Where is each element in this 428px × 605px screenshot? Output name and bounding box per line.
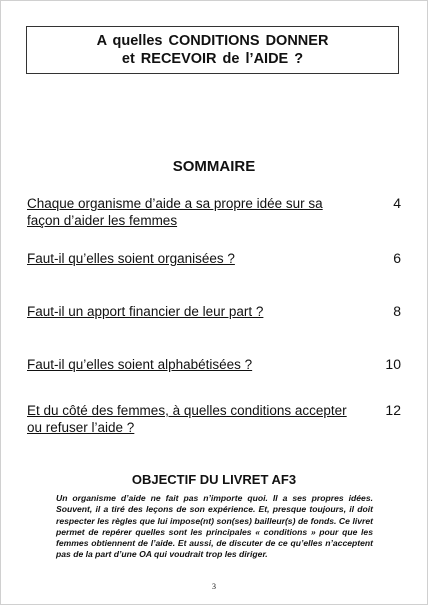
objectif-heading: OBJECTIF DU LIVRET AF3 xyxy=(131,472,297,487)
objectif-paragraph: Un organisme d’aide ne fait pas n’importe quoi. Il a ses propres idées. Souvent, il a tiré des leçons de son expérience. Et, presque toujours, il doit respecter les règles que lui impose(nt) son(ses) bailleur(s) de fonds. Ce livret permet de repérer quelles sont les principales « conditions » pour que les femmes obtiennent de l’aide. Et aussi, de discuter de ce qu’elles n’acceptent pas de la part d’une OA qui voudrait trop les diriger. xyxy=(56,493,373,560)
title-line-2: et RECEVOIR de l’AIDE ? xyxy=(121,51,304,67)
sommaire-heading: SOMMAIRE xyxy=(172,158,256,175)
toc-item-text[interactable]: Faut-il qu’elles soient alphabétisées ? xyxy=(27,357,253,372)
toc-item[interactable] xyxy=(27,195,401,229)
toc-item-page: 10 xyxy=(385,356,401,372)
title-line-1: A quelles CONDITIONS DONNER xyxy=(96,33,329,49)
toc-item[interactable] xyxy=(27,402,401,436)
toc-item-page: 12 xyxy=(385,402,401,418)
toc-item-text[interactable]: Chaque organisme d’aide a sa propre idée sur sa façon d’aider les femmes xyxy=(27,196,323,228)
toc-item-text[interactable]: Et du côté des femmes, à quelles conditions accepter ou refuser l’aide ? xyxy=(27,403,347,435)
toc-item-page: 4 xyxy=(393,195,401,211)
title-box xyxy=(26,26,399,74)
toc-item-page: 6 xyxy=(393,250,401,266)
toc-item[interactable] xyxy=(27,303,401,320)
toc-item-page: 8 xyxy=(393,303,401,319)
toc-item-text[interactable]: Faut-il qu’elles soient organisées ? xyxy=(27,251,235,266)
toc-item[interactable] xyxy=(27,250,401,267)
toc-item[interactable] xyxy=(27,356,401,373)
toc-item-text[interactable]: Faut-il un apport financier de leur part ? xyxy=(27,304,264,319)
page-number: 3 xyxy=(212,582,216,591)
